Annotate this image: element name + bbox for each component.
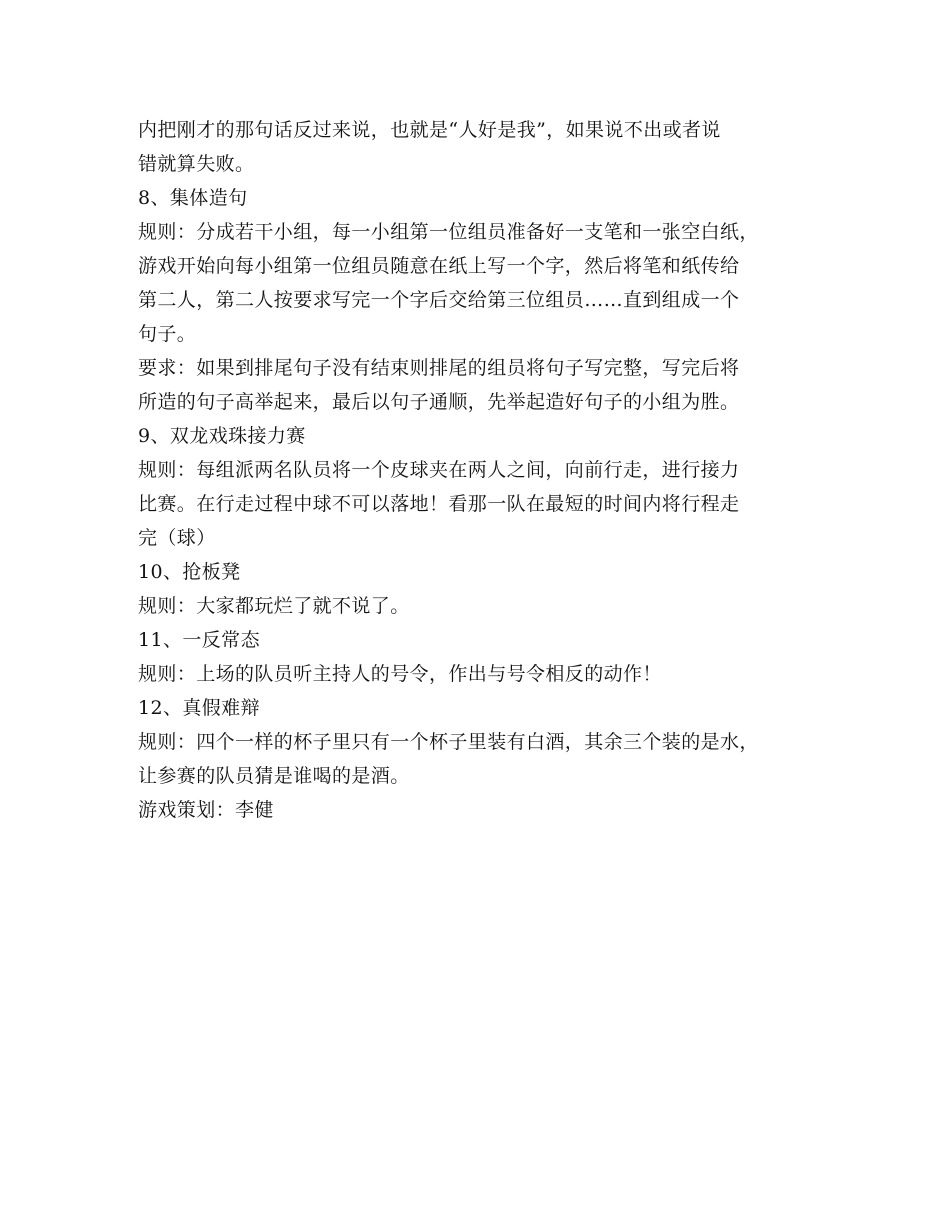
section-heading-8: 8、集体造句 xyxy=(138,187,248,209)
text-line: 规则：每组派两名队员将一个皮球夹在两人之间，向前行走，进行接力 xyxy=(138,459,740,481)
text-line: 规则：大家都玩烂了就不说了。 xyxy=(138,595,410,617)
text-line: 所造的句子高举起来，最后以句子通顺，先举起造好句子的小组为胜。 xyxy=(138,391,740,413)
text-line: 要求：如果到排尾句子没有结束则排尾的组员将句子写完整，写完后将 xyxy=(138,357,740,379)
text-line: 游戏开始向每小组第一位组员随意在纸上写一个字，然后将笔和纸传给 xyxy=(138,255,740,277)
author-credit: 游戏策划：李健 xyxy=(138,799,274,821)
text-line: 让参赛的队员猜是谁喝的是酒。 xyxy=(138,765,410,787)
text-line: 比赛。在行走过程中球不可以落地！看那一队在最短的时间内将行程走 xyxy=(138,493,740,515)
text-line: 第二人，第二人按要求写完一个字后交给第三位组员……直到组成一个 xyxy=(138,289,740,311)
document-page xyxy=(138,113,838,827)
text-line: 句子。 xyxy=(138,323,197,345)
text-line: 规则：上场的队员听主持人的号令，作出与号令相反的动作！ xyxy=(138,663,662,685)
section-heading-12: 12、真假难辩 xyxy=(138,697,260,719)
text-line: 错就算失败。 xyxy=(138,153,255,175)
section-heading-10: 10、抢板凳 xyxy=(138,561,241,583)
section-heading-11: 11、一反常态 xyxy=(138,629,260,651)
text-line: 内把刚才的那句话反过来说，也就是“人好是我”，如果说不出或者说 xyxy=(138,119,721,141)
text-line: 规则：分成若干小组，每一小组第一位组员准备好一支笔和一张空白纸， xyxy=(138,221,759,243)
text-line: 完（球） xyxy=(138,527,216,549)
text-line: 规则：四个一样的杯子里只有一个杯子里装有白酒，其余三个装的是水， xyxy=(138,731,759,753)
section-heading-9: 9、双龙戏珠接力赛 xyxy=(138,425,306,447)
